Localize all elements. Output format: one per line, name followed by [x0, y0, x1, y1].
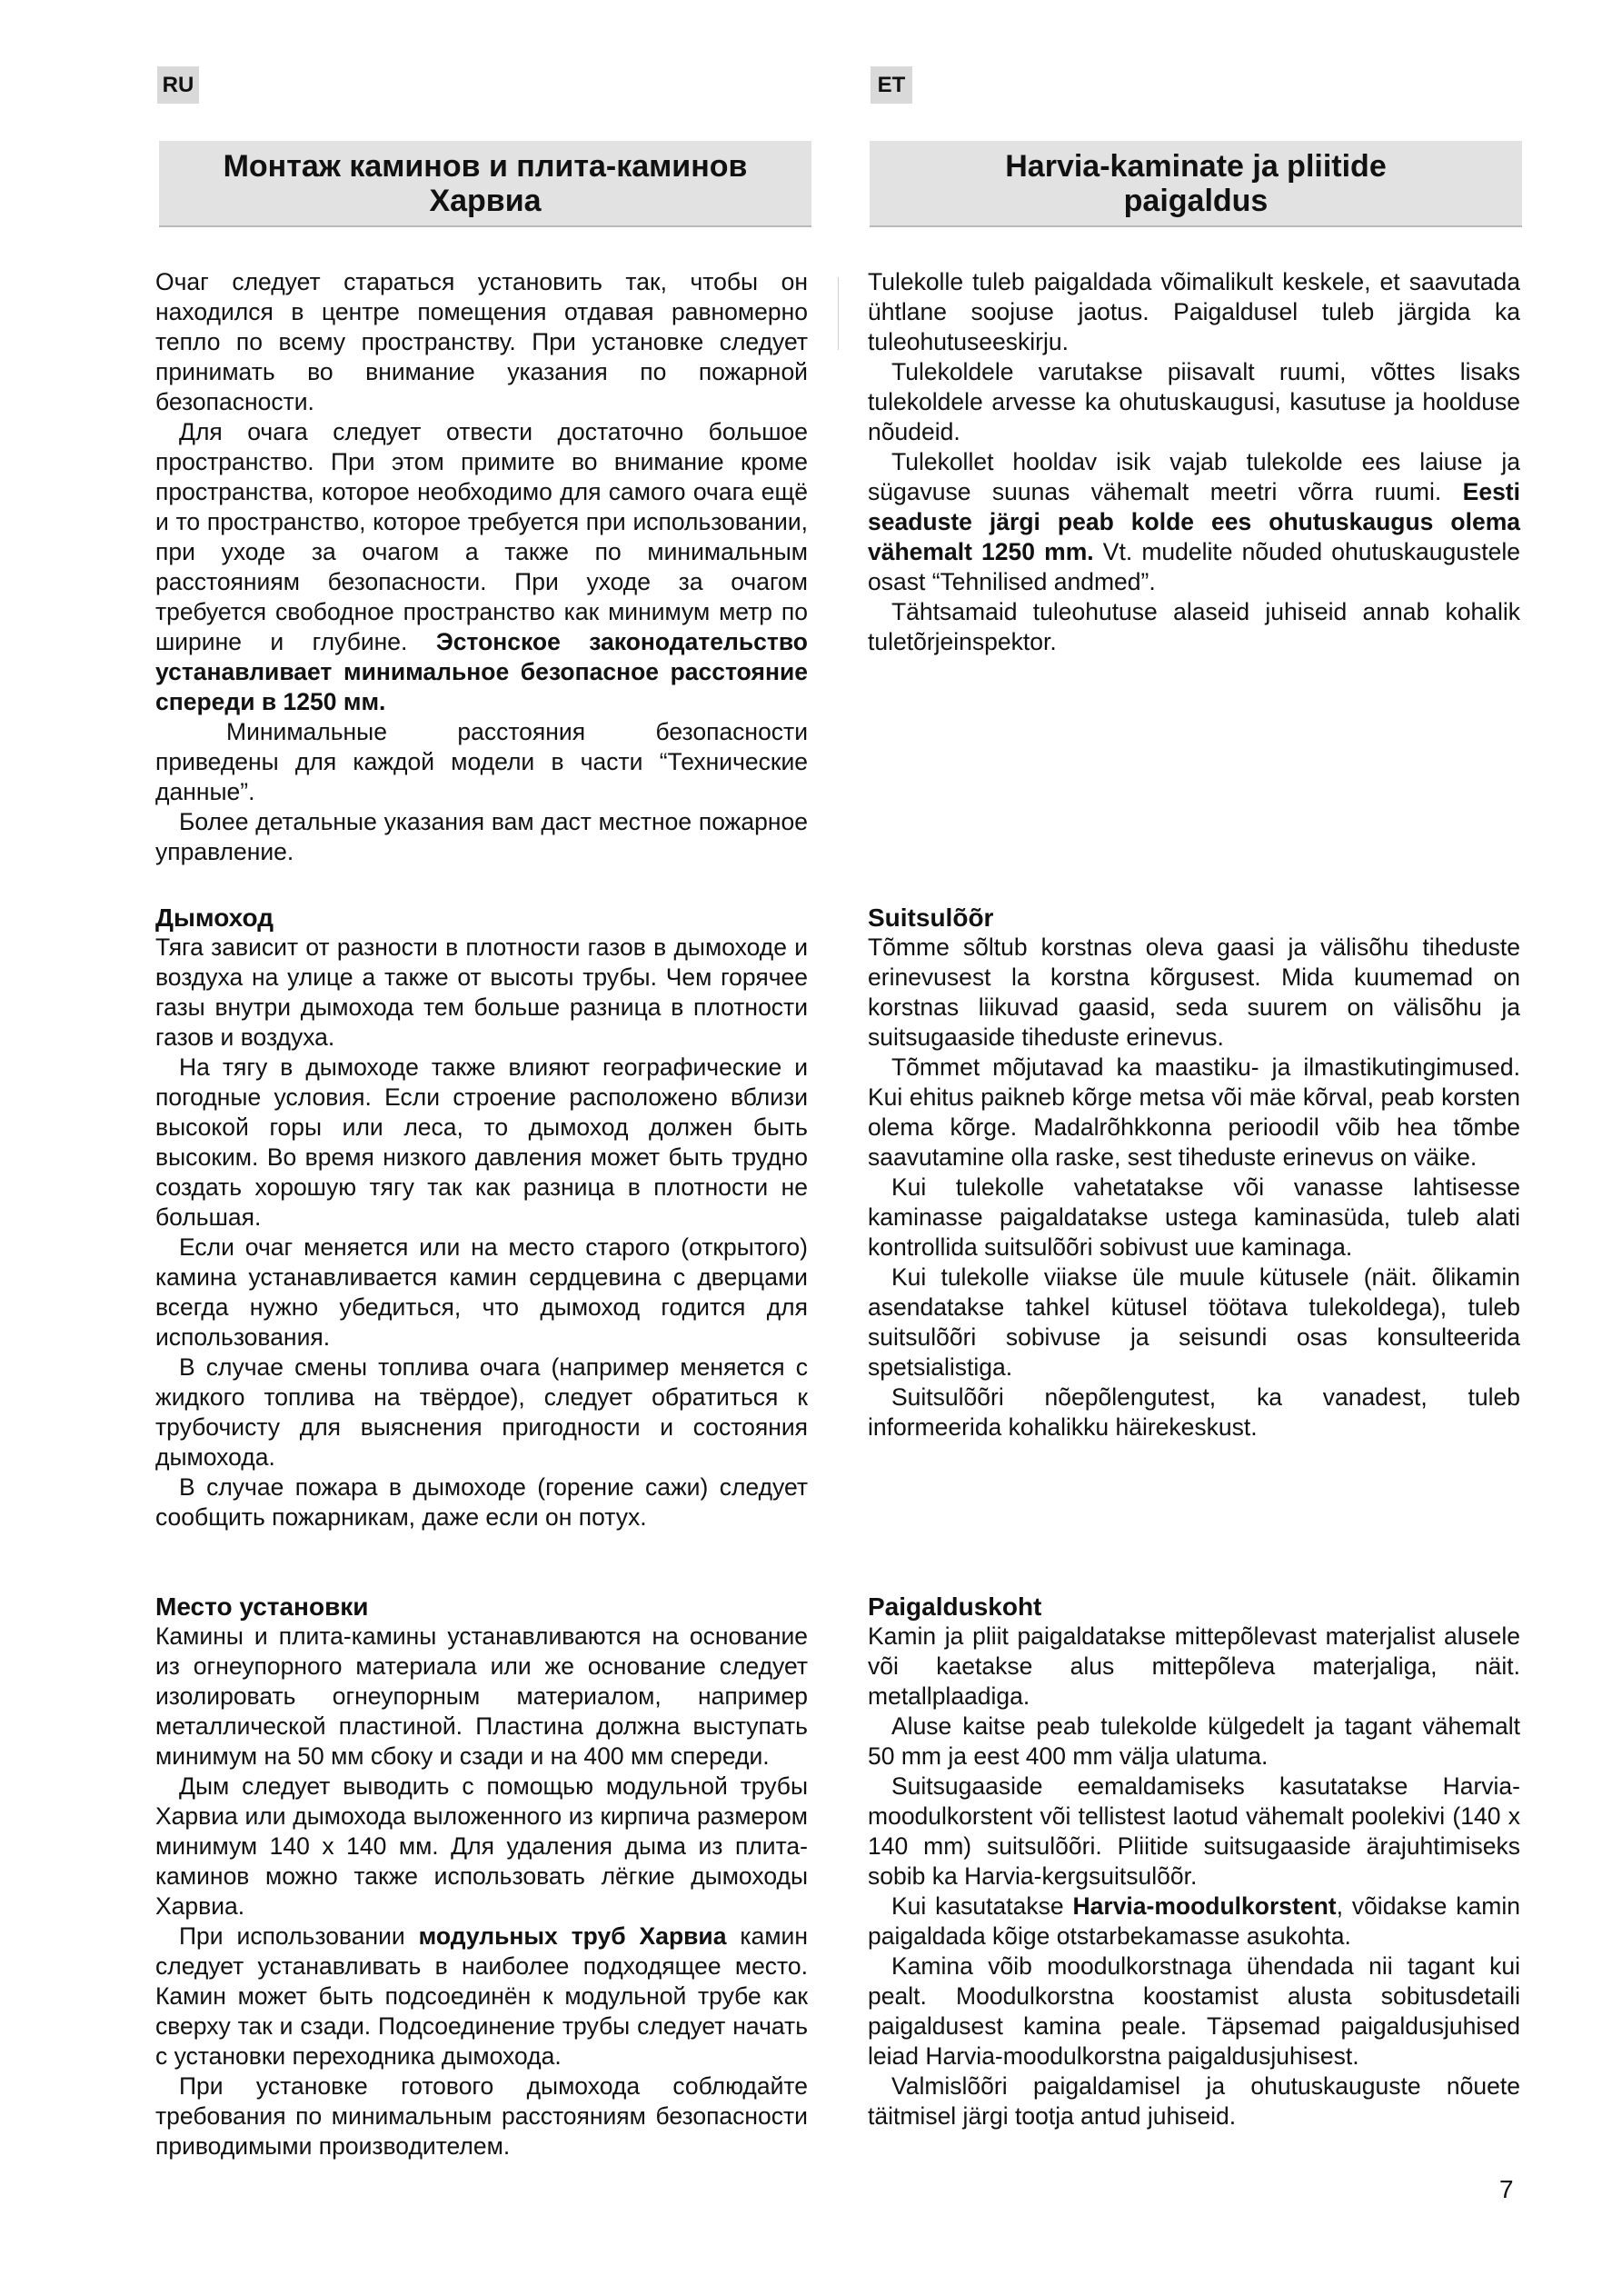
et-chimney-section — [868, 903, 1520, 1442]
ru-chimney-p5: В случае пожара в дымоходе (горение сажи) следует сообщить пожарникам, даже если он потух. — [155, 1473, 808, 1531]
page-number: 7 — [1499, 2175, 1514, 2203]
ru-place-p1: Камины и плита-камины устанавливаются на основание из огнеупорного материала или же основание следует изолировать огнеупорным материалом, например металлической пластиной. Пластина должна выступать минимум на 50 мм сбоку и сзади и на 400 мм спереди. — [155, 1622, 808, 1770]
ru-place-p3 — [155, 1922, 808, 2071]
et-title-line1: Harvia-kaminate ja pliitide — [1005, 148, 1387, 184]
ru-intro-p2 — [155, 417, 808, 717]
ru-intro-p3: Минимальные расстояния безопасности приведены для каждой модели в части “Технические данные”. — [155, 718, 808, 805]
ru-chimney-p2: На тягу в дымоходе также влияют географические и погодные условия. Если строение расположено вблизи высокой горы или леса, то дымоход должен быть высоким. Во время низкого давления может быть трудно создать хорошую тягу так как разница в плотности не большая. — [155, 1053, 808, 1231]
column-divider — [838, 277, 839, 350]
ru-place-p2: Дым следует выводить с помощью модульной трубы Харвиа или дымохода выложенного из кирпича размером минимум 140 x 140 мм. Для удаления дыма из плита-каминов можно также использовать лёгкие дымоходы Харвиа. — [155, 1772, 808, 1920]
et-place-p4-bold: Harvia-moodulkorstent — [1072, 1892, 1337, 1920]
et-intro-section — [868, 267, 1520, 657]
et-intro-p3 — [868, 447, 1520, 597]
et-place-p4 — [868, 1892, 1520, 1952]
et-chimney-p3: Kui tulekolle vahetatakse või vanasse lahtisesse kaminasse paigaldatakse ustega kaminasüda, tuleb alati kontrollida suitsulõõri sobivust uue kaminaga. — [868, 1173, 1520, 1261]
et-intro-p3-text: Tulekollet hooldav isik vajab tulekolde ees laiuse ja sügavuse suunas vähemalt meetri võrra ruumi. — [868, 448, 1520, 505]
ru-place-p3-before: При использовании — [179, 1922, 405, 1950]
et-chimney-p5: Suitsulõõri nõepõlengutest, ka vanadest, tuleb informeerida kohalikku häirekeskust. — [868, 1383, 1520, 1441]
ru-intro-section — [155, 267, 808, 867]
et-place-p4-before: Kui kasutatakse — [891, 1892, 1064, 1920]
et-title-line2: paigaldus — [1123, 183, 1269, 218]
et-intro-p1: Tulekolle tuleb paigaldada võimalikult keskele, et saavutada ühtlane soojuse jaotus. Paigaldusel tuleb järgida ka tuleohutuseeskirju. — [868, 268, 1520, 355]
et-intro-p3-after: Vt. mudelite nõuded ohutuskaugustele osast “Tehnilised andmed”. — [868, 538, 1520, 595]
ru-place-section — [155, 1592, 808, 2161]
ru-title-line1: Монтаж каминов и плита-каминов — [223, 148, 748, 184]
et-title — [870, 141, 1522, 227]
ru-chimney-p4: В случае смены топлива очага (например меняется с жидкого топлива на твёрдое), следует обратиться к трубочисту для выяснения пригодности и состояния дымохода. — [155, 1353, 808, 1471]
et-place-p1: Kamin ja pliit paigaldatakse mittepõlevast materjalist alusele või kaetakse alus mittepõleva materjaliga, näit. metallplaadiga. — [868, 1622, 1520, 1710]
ru-title-line2: Харвиа — [429, 183, 542, 218]
ru-place-p3-after: камин следует устанавливать в наиболее подходящее место. Камин может быть подсоединён к модульной трубе как сверху так и сзади. Подсоединение трубы следует начать с установки переходника дымохода. — [155, 1922, 808, 2070]
ru-title — [159, 141, 811, 227]
et-chimney-p4: Kui tulekolle viiakse üle muule kütusele (näit. õlikamin asendatakse tahkel kütusel töötava tulekoldega), tuleb suitsulõõri sobivuse ja seisundi osas konsulteerida spetsialistiga. — [868, 1263, 1520, 1381]
lang-tag-ru: RU — [157, 66, 199, 104]
ru-chimney-p1: Тяга зависит от разности в плотности газов в дымоходе и воздуха на улице а также от высоты трубы. Чем горячее газы внутри дымохода тем больше разница в плотности газов и воздуха. — [155, 933, 808, 1051]
et-place-p5: Kamina võib moodulkorstnaga ühendada nii tagant kui pealt. Moodulkorstna koostamist alusta sobitusdetaili paigaldusest kamina peale. Täpsemad paigaldusjuhised leiad Harvia-moodulkorstna paigaldusjuhisest. — [868, 1952, 1520, 2070]
et-intro-p2: Tulekoldele varutakse piisavalt ruumi, võttes lisaks tulekoldele arvesse ka ohutuskaugusi, kasutuse ja hoolduse nõudeid. — [868, 358, 1520, 445]
ru-place-p4: При установке готового дымохода соблюдайте требования по минимальным расстояниям безопасности приводимыми производителем. — [155, 2072, 808, 2160]
et-place-p2: Aluse kaitse peab tulekolde külgedelt ja tagant vähemalt 50 mm ja eest 400 mm välja ulatuma. — [868, 1712, 1520, 1770]
ru-place-heading: Место установки — [155, 1592, 369, 1621]
ru-intro-p4: Более детальные указания вам даст местное пожарное управление. — [155, 808, 808, 865]
ru-intro-bold: Эстонское законодательство устанавливает минимальное безопасное расстояние спереди в 1250 мм. — [155, 628, 808, 715]
lang-tag-et: ET — [871, 66, 912, 104]
et-place-section — [868, 1592, 1520, 2131]
et-place-p4-after: , võidakse kamin paigaldada kõige otstarbekamasse asukohta. — [868, 1892, 1520, 1950]
et-place-heading: Paigalduskoht — [868, 1592, 1042, 1621]
ru-chimney-p3: Если очаг меняется или на место старого (открытого) камина устанавливается камин сердцевина с дверцами всегда нужно убедиться, что дымоход годится для использования. — [155, 1233, 808, 1351]
ru-place-p3-bold: модульных труб Харвиа — [418, 1922, 727, 1950]
ru-chimney-section — [155, 903, 808, 1532]
ru-intro-p2-text: Для очага следует отвести достаточно большое пространство. При этом примите во внимание кроме пространства, которое необходимо для самого очага ещё и то пространство, которое требуется при использовании, при уходе за очагом а также по минимальным расстояниям безопасности. При уходе за очагом требуется свободное пространство как минимум метр по ширине и глубине. — [155, 418, 808, 655]
et-place-p3: Suitsugaaside eemaldamiseks kasutatakse Harvia-moodulkorstent või tellistest laotud vähemalt poolekivi (140 x 140 mm) suitsulõõri. Pliitide suitsugaaside ärajuhtimiseks sobib ka Harvia-kergsuitsulõõr. — [868, 1772, 1520, 1890]
et-chimney-p1: Tõmme sõltub korstnas oleva gaasi ja välisõhu tiheduste erinevusest la korstna kõrgusest. Mida kuumemad on korstnas liikuvad gaasid, seda suurem on välisõhu ja suitsugaaside tiheduste erinevus. — [868, 933, 1520, 1051]
et-chimney-heading: Suitsulõõr — [868, 903, 994, 932]
et-chimney-p2: Tõmmet mõjutavad ka maastiku- ja ilmastikutingimused. Kui ehitus paikneb kõrge metsa või mäe kõrval, peab korsten olema kõrge. Madalrõhkkonna perioodil võib hea tõmbe saavutamine olla raske, sest tiheduste erinevus on väike. — [868, 1053, 1520, 1171]
et-place-p6: Valmislõõri paigaldamisel ja ohutuskauguste nõuete täitmisel järgi tootja antud juhiseid. — [868, 2072, 1520, 2130]
et-intro-bold: Eesti seaduste järgi peab kolde ees ohutuskaugus olema vähemalt 1250 mm. — [868, 478, 1520, 565]
ru-intro-p1: Очаг следует стараться установить так, чтобы он находился в центре помещения отдавая равномерно тепло по всему пространству. При установке следует принимать во внимание указания по пожарной безопасности. — [155, 268, 808, 415]
et-intro-p4: Tähtsamaid tuleohutuse alaseid juhiseid annab kohalik tuletõrjeinspektor. — [868, 598, 1520, 655]
ru-chimney-heading: Дымоход — [155, 903, 274, 932]
